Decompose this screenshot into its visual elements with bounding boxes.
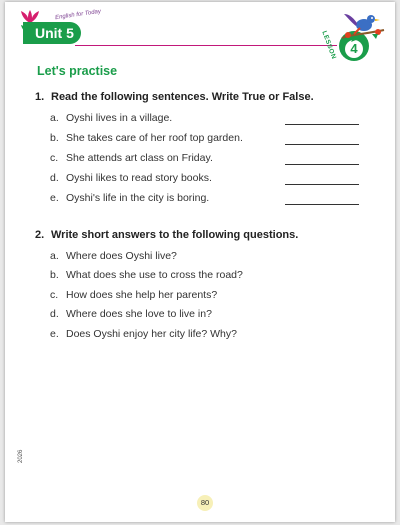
list-item: a. Where does Oyshi live? <box>50 250 177 262</box>
list-item: e. Does Oyshi enjoy her city life? Why? <box>50 328 237 340</box>
list-item: b. She takes care of her roof top garden. <box>50 132 243 144</box>
list-item: b. What does she use to cross the road? <box>50 269 243 281</box>
list-item: d. Oyshi likes to read story books. <box>50 172 212 184</box>
question-prompt: Read the following sentences. Write True or False. <box>51 91 314 103</box>
list-item: a. Oyshi lives in a village. <box>50 112 173 124</box>
question-prompt: Write short answers to the following questions. <box>51 229 299 241</box>
question-number: 2. <box>35 229 45 241</box>
list-item: d. Where does she love to live in? <box>50 308 212 320</box>
header-rule <box>75 45 337 46</box>
textbook-page <box>5 2 395 522</box>
question-2 <box>35 229 298 241</box>
list-item: e. Oyshi's life in the city is boring. <box>50 192 210 204</box>
lesson-label: LESSON <box>320 30 338 61</box>
answer-blank[interactable] <box>285 144 359 145</box>
answer-blank[interactable] <box>285 204 359 205</box>
list-item: c. She attends art class on Friday. <box>50 152 213 164</box>
question-number: 1. <box>35 91 45 103</box>
edition-year: 2026 <box>18 449 24 463</box>
page-number: 80 <box>197 495 213 511</box>
answer-blank[interactable] <box>285 164 359 165</box>
series-name: English for Today <box>54 8 102 22</box>
answer-blank[interactable] <box>285 184 359 185</box>
answer-blank[interactable] <box>285 124 359 125</box>
lesson-number: 4 <box>345 40 363 58</box>
section-title: Let's practise <box>37 64 118 78</box>
bird-icon <box>340 10 386 44</box>
unit-badge: Unit 5 <box>23 22 81 44</box>
question-1 <box>35 91 314 103</box>
list-item: c. How does she help her parents? <box>50 289 218 301</box>
